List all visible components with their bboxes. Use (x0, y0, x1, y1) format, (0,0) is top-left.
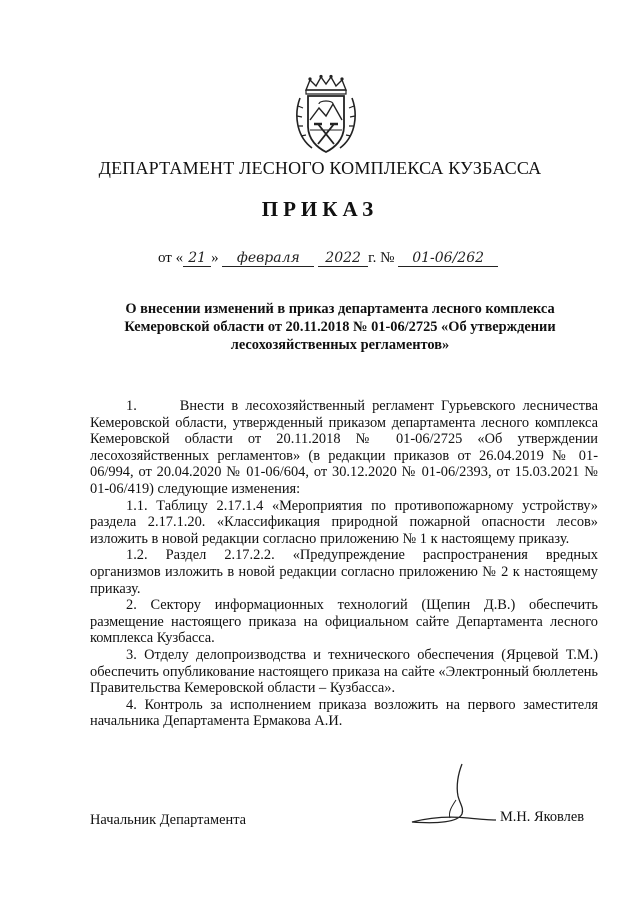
date-number-line (158, 250, 498, 267)
kuzbass-coat-of-arms-icon (292, 74, 360, 156)
order-body (90, 398, 598, 730)
order-number: 01-06/262 (398, 251, 498, 267)
signer-name: М.Н. Яковлев (500, 809, 585, 825)
handwritten-signature (398, 760, 498, 832)
date-prefix: от « (158, 250, 184, 266)
document-type-title: ПРИКАЗ (261, 197, 379, 221)
date-year: 2022 (318, 251, 368, 267)
department-name: ДЕПАРТАМЕНТ ЛЕСНОГО КОМПЛЕКСА КУЗБАССА (98, 158, 542, 178)
paragraph-3: 3. Отделу делопроизводства и технического обеспечения (Ярцевой Т.М.) обеспечить опубликование настоящего приказа на сайте «Электронный бюллетень Правительства Кемеровской области – Кузбасса». (90, 646, 598, 697)
date-month: февраля (222, 251, 314, 267)
paragraph-4: 4. Контроль за исполнением приказа возложить на первого заместителя начальника Департамента Ермакова А.И. (90, 696, 598, 730)
date-day: 21 (183, 251, 211, 267)
order-subject: О внесении изменений в приказ департамента лесного комплекса Кемеровской области от 20.11.2018 № 01-06/2725 «Об утверждении лесохозяйственных регламентов» (124, 301, 556, 353)
date-mid: » (211, 250, 219, 266)
paragraph-1: 1. Внести в лесохозяйственный регламент Гурьевского лесничества Кемеровской области, утвержденный приказом департамента лесного комплекса Кемеровской области от 20.11.2018 № 01-06/2725 «Об утверждении лесохозяйственных регламентов» (в редакции приказов от 26.04.2019 № 01-06/994, от 20.04.2020 № 01-06/604, от 30.12.2020 № 01-06/2393, от 15.03.2021 № 01-06/419) следующие изменения: (90, 398, 598, 497)
year-suffix: г. № (368, 250, 395, 266)
paragraph-1-2: 1.2. Раздел 2.17.2.2. «Предупреждение распространения вредных организмов изложить в новой редакции согласно приложению № 2 к настоящему приказу. (90, 547, 598, 597)
signer-position: Начальник Департамента (90, 812, 247, 828)
paragraph-2: 2. Сектору информационных технологий (Щепин Д.В.) обеспечить размещение настоящего приказа на официальном сайте Департамента лесного комплекса Кузбасса. (90, 597, 598, 647)
paragraph-1-1: 1.1. Таблицу 2.17.1.4 «Мероприятия по противопожарному устройству» раздела 2.17.1.20. «Классификация природной пожарной опасности лесов» изложить в новой редакции согласно приложению № 1 к настоящему приказу. (90, 497, 598, 547)
